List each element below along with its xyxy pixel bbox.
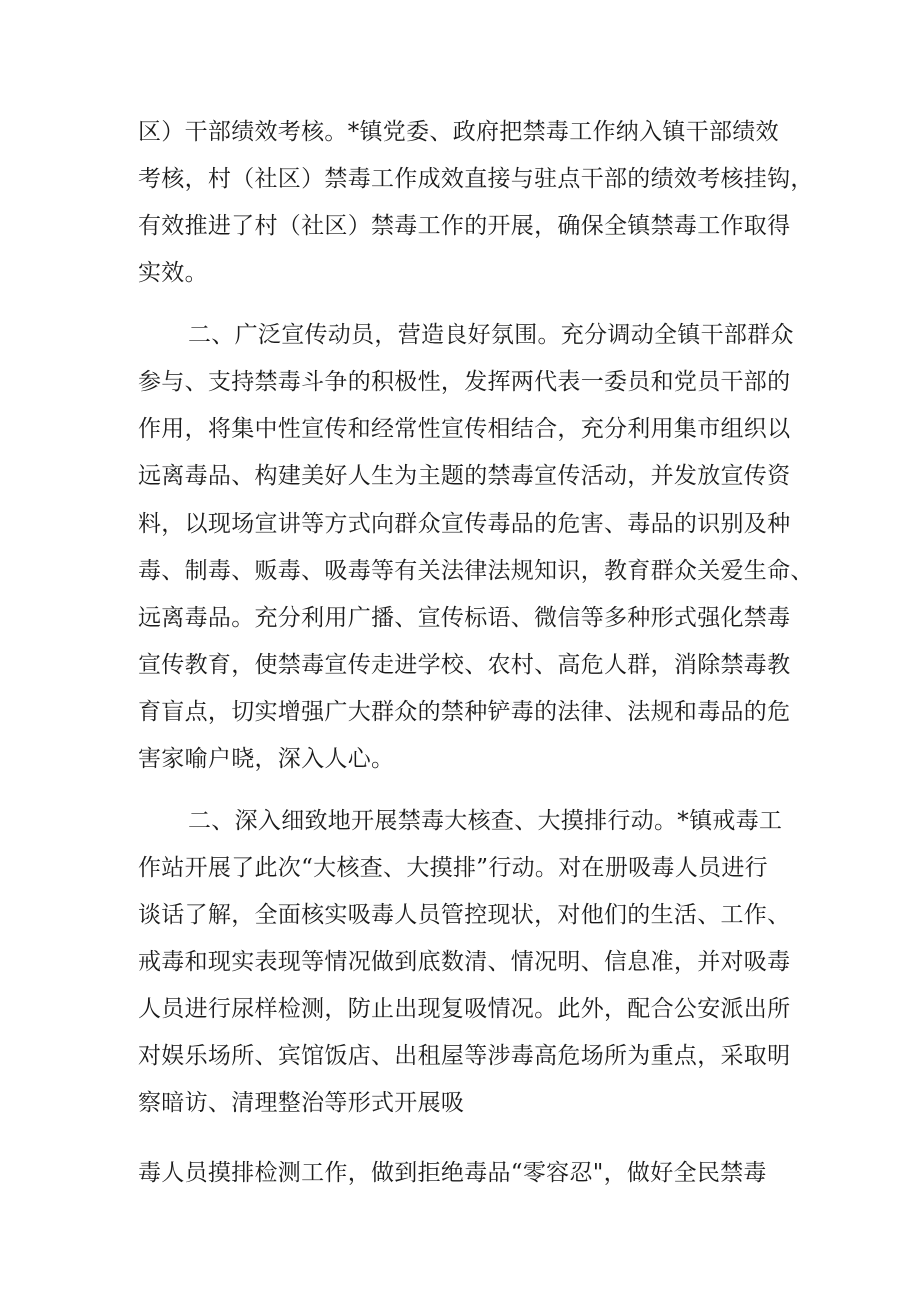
text-line: 参与、支持禁毒斗争的积极性，发挥两代表一委员和党员干部的 bbox=[138, 369, 791, 395]
text-line: 人员进行尿样检测，防止出现复吸情况。此外，配合公安派出所 bbox=[138, 996, 791, 1022]
text-line: 料，以现场宣讲等方式向群众宣传毒品的危害、毒品的识别及种 bbox=[138, 511, 791, 537]
text-line: 谈话了解，全面核实吸毒人员管控现状，对他们的生活、工作、 bbox=[138, 902, 791, 928]
text-line: 育盲点，切实增强广大群众的禁种铲毒的法律、法规和毒品的危 bbox=[138, 699, 791, 725]
text-line: 远离毒品。充分利用广播、宣传标语、微信等多种形式强化禁毒 bbox=[138, 605, 791, 631]
text-line: 有效推进了村（社区）禁毒工作的开展，确保全镇禁毒工作取得 bbox=[138, 213, 791, 239]
text-line: 毒、制毒、贩毒、吸毒等有关法律法规知识，教育群众关爱生命、 bbox=[138, 558, 814, 584]
text-line: 作站开展了此次“大核查、大摸排”行动。对在册吸毒人员进行 bbox=[138, 855, 768, 881]
paragraph-heading-line: 二、广泛宣传动员，营造良好氛围。充分调动全镇干部群众 bbox=[188, 322, 794, 348]
text-line: 区）干部绩效考核。*镇党委、政府把禁毒工作纳入镇干部绩效 bbox=[138, 119, 779, 145]
text-line: 对娱乐场所、宾馆饭店、出租屋等涉毒高危场所为重点，采取明 bbox=[138, 1043, 791, 1069]
text-line: 害家喻户晓，深入人心。 bbox=[138, 746, 395, 772]
text-line: 察暗访、清理整治等形式开展吸 bbox=[138, 1090, 465, 1116]
text-line: 考核，村（社区）禁毒工作成效直接与驻点干部的绩效考核挂钩， bbox=[138, 166, 814, 192]
text-line: 实效。 bbox=[138, 260, 208, 286]
text-line: 作用，将集中性宣传和经常性宣传相结合，充分利用集市组织以 bbox=[138, 416, 791, 442]
text-line: 宣传教育，使禁毒宣传走进学校、农村、高危人群，消除禁毒教 bbox=[138, 652, 791, 678]
text-line: 毒人员摸排检测工作，做到拒绝毒品“零容忍"，做好全民禁毒 bbox=[138, 1160, 767, 1186]
paragraph-heading-line: 二、深入细致地开展禁毒大核查、大摸排行动。*镇戒毒工 bbox=[188, 808, 783, 834]
text-line: 远离毒品、构建美好人生为主题的禁毒宣传活动，并发放宣传资 bbox=[138, 463, 791, 489]
text-line: 戒毒和现实表现等情况做到底数清、情况明、信息准，并对吸毒 bbox=[138, 949, 791, 975]
